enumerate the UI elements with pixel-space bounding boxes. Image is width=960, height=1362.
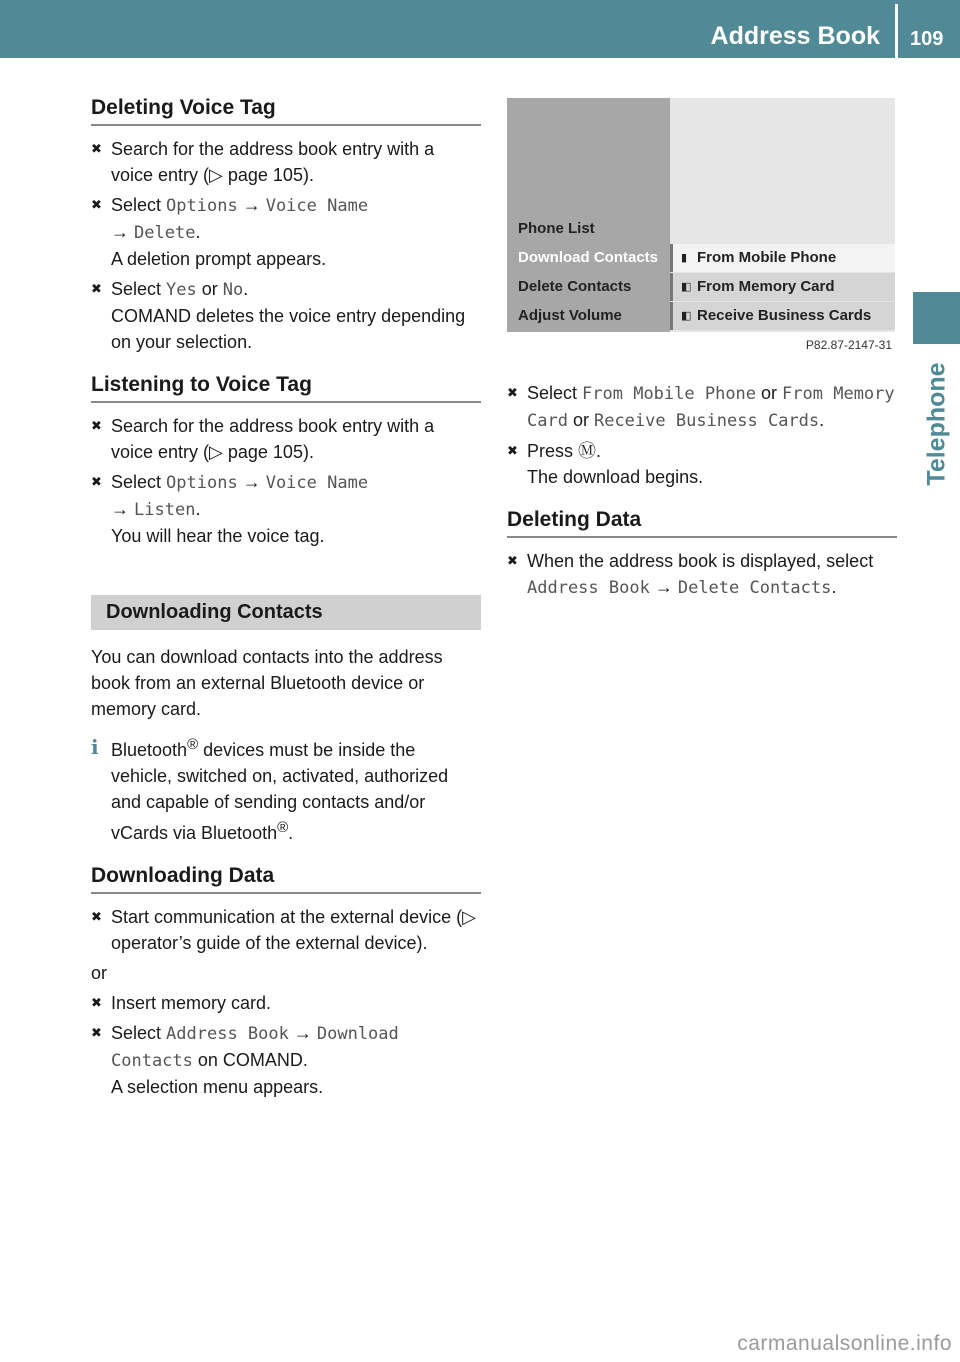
image-caption: P82.87-2147-31	[805, 338, 892, 352]
menu-item-ref: No	[222, 280, 244, 300]
comand-screen-image	[507, 98, 895, 332]
section-heading-deleting-voice-tag: Deleting Voice Tag	[91, 96, 481, 126]
step-marker-icon: ✖	[507, 553, 518, 568]
step-result: A deletion prompt appears.	[111, 249, 327, 269]
section-heading-deleting-data: Deleting Data	[507, 508, 897, 538]
conjunction: or	[567, 410, 594, 430]
menu-item-ref: Delete Contacts	[677, 578, 832, 598]
step	[91, 192, 481, 272]
registered-mark: ®	[277, 819, 289, 836]
punct: .	[243, 279, 249, 299]
arrow: →	[111, 222, 135, 242]
step-text: Press	[527, 441, 579, 461]
arrow: →	[288, 1023, 317, 1043]
menu-item-ref: Download Contacts	[111, 1024, 399, 1071]
info-text: devices must be inside the vehicle, switched on, activated, authorized and capable of sending contacts and/or vCards via Bluetooth	[111, 740, 449, 843]
info-text: Bluetooth	[111, 740, 188, 760]
info-note	[91, 732, 481, 846]
section-heading-downloading-data: Downloading Data	[91, 864, 481, 894]
punct: .	[195, 222, 201, 242]
step-result: You will hear the voice tag.	[111, 526, 325, 546]
side-tab-text: Telephone	[922, 362, 950, 486]
step-text: Insert memory card.	[111, 993, 272, 1013]
menu-item-ref: Options	[166, 473, 238, 493]
side-tab	[913, 292, 960, 344]
menu-item-ref: Voice Name	[265, 196, 369, 216]
step	[507, 548, 897, 601]
step	[91, 136, 481, 188]
arrow: →	[649, 577, 678, 597]
step-text: Select	[111, 279, 167, 299]
memory-card-icon: ◧	[681, 281, 692, 293]
step-text: Search for the address book entry with a voice entry (▷ page 105).	[111, 139, 435, 185]
arrow: →	[237, 195, 266, 215]
conjunction: or	[756, 383, 783, 403]
step-result: The download begins.	[527, 467, 704, 487]
step-result: COMAND deletes the voice entry depending on your selection.	[111, 306, 466, 352]
section-heading-listening-voice-tag: Listening to Voice Tag	[91, 373, 481, 403]
step	[91, 276, 481, 355]
screen-option-label: Receive Business Cards	[697, 307, 872, 324]
arrow: →	[237, 472, 266, 492]
step	[91, 413, 481, 465]
header-divider	[895, 4, 898, 58]
menu-item-ref: Delete	[134, 223, 196, 243]
step-marker-icon: ✖	[91, 995, 102, 1010]
step-marker-icon: ✖	[91, 197, 102, 212]
controller-press-icon: Ⓜ	[578, 441, 597, 461]
step-text: on COMAND.	[192, 1050, 308, 1070]
info-icon: i	[91, 735, 99, 759]
screen-menu-item: Adjust Volume	[518, 307, 622, 324]
step	[91, 904, 481, 956]
intro-paragraph: You can download contacts into the address book from an external Bluetooth device or memory card.	[91, 647, 443, 719]
step	[91, 469, 481, 549]
registered-mark: ®	[187, 736, 199, 753]
punct: .	[831, 577, 837, 597]
screen-menu-item-selected: Download Contacts	[518, 249, 659, 266]
step	[507, 438, 897, 490]
page-number: 109	[910, 28, 944, 50]
arrow: →	[111, 499, 135, 519]
step-marker-icon: ✖	[91, 418, 102, 433]
step-text: Select	[111, 1023, 167, 1043]
punct: .	[819, 410, 825, 430]
menu-item-ref: From Mobile Phone	[582, 384, 757, 404]
menu-item-ref: From Memory Card	[527, 384, 895, 431]
screen-menu-item: Phone List	[518, 220, 595, 237]
screen-option-mobile	[670, 244, 895, 272]
step-marker-icon: ✖	[91, 909, 102, 924]
screen-option-business-cards	[670, 302, 895, 330]
header-bar	[0, 0, 960, 58]
punct: .	[596, 441, 602, 461]
right-column	[507, 380, 897, 605]
punct: .	[195, 499, 201, 519]
step	[91, 990, 481, 1016]
screen-option-label: From Mobile Phone	[697, 249, 837, 266]
step-text: Select	[111, 195, 167, 215]
side-tab-label	[913, 344, 960, 504]
step-text: Search for the address book entry with a voice entry (▷ page 105).	[111, 416, 435, 462]
step-text: Start communication at the external device (▷ operator’s guide of the external device).	[111, 907, 477, 953]
step	[91, 1020, 481, 1100]
step-marker-icon: ✖	[91, 141, 102, 156]
step-marker-icon: ✖	[91, 281, 102, 296]
menu-item-ref: Receive Business Cards	[593, 411, 820, 431]
menu-item-ref: Yes	[166, 280, 197, 300]
or-text: or	[91, 963, 108, 983]
step-result: A selection menu appears.	[111, 1077, 324, 1097]
step-marker-icon: ✖	[91, 474, 102, 489]
watermark: carmanualsonline.info	[737, 1332, 952, 1355]
screen-option-memory-card	[670, 273, 895, 301]
page-title: Address Book	[710, 22, 880, 50]
menu-item-ref: Options	[166, 196, 238, 216]
section-banner-downloading-contacts: Downloading Contacts	[91, 595, 481, 630]
step-text: When the address book is displayed, select	[527, 551, 874, 571]
menu-item-ref: Address Book	[527, 578, 650, 598]
step-marker-icon: ✖	[91, 1025, 102, 1040]
step-marker-icon: ✖	[507, 443, 518, 458]
screen-menu-item: Delete Contacts	[518, 278, 632, 295]
screen-option-label: From Memory Card	[697, 278, 835, 295]
menu-item-ref: Listen	[134, 500, 196, 520]
step-text: Select	[111, 472, 167, 492]
step-text: Select	[527, 383, 583, 403]
business-card-icon: ◧	[681, 310, 692, 322]
left-column	[91, 96, 481, 1104]
info-text: .	[288, 823, 294, 843]
menu-item-ref: Address Book	[166, 1024, 289, 1044]
step	[507, 380, 897, 434]
step-marker-icon: ✖	[507, 385, 518, 400]
conjunction: or	[196, 279, 223, 299]
phone-icon: ▮	[681, 252, 688, 264]
menu-item-ref: Voice Name	[265, 473, 369, 493]
